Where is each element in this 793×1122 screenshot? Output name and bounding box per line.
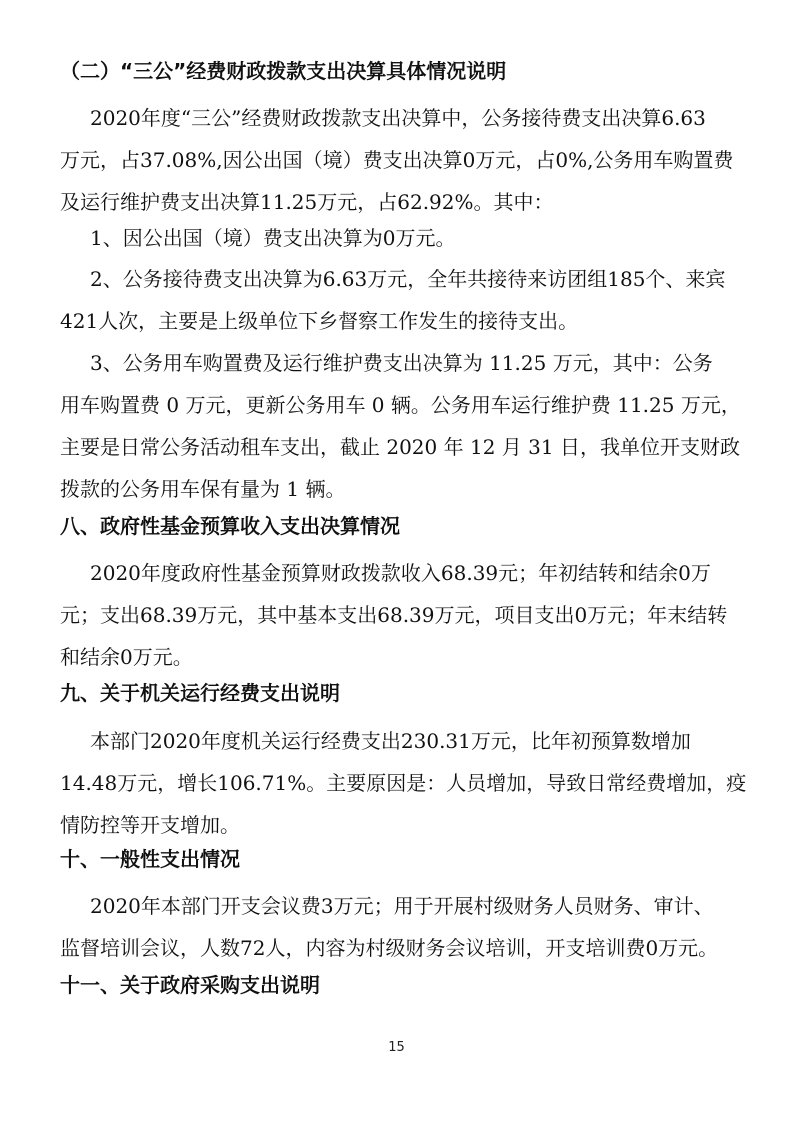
section-2-heading: （二）“三公”经费财政拨款支出决算具体情况说明 [60,59,507,83]
section-11-heading: 十一、关于政府采购支出说明 [60,973,320,997]
text-line: 情防控等开支增加。 [60,813,240,837]
text-line: 14.48万元，增长106.71%。主要原因是：人员增加，导致日常经费增加，疫 [60,771,747,795]
page-number: 15 [388,1040,405,1055]
text-line: 2020年度“三公”经费财政拨款支出决算中，公务接待费支出决算6.63 [90,106,706,130]
text-line: 监督培训会议，人数72人，内容为村级财务会议培训，开支培训费0万元。 [60,936,719,960]
section-9-heading: 九、关于机关运行经费支出说明 [60,681,340,705]
text-line: 2020年度政府性基金预算财政拨款收入68.39元；年初结转和结余0万 [90,561,711,585]
text-line: 拨款的公务用车保有量为 1 辆。 [60,477,346,501]
text-line: 本部门2020年度机关运行经费支出230.31万元，比年初预算数增加 [90,729,691,753]
text-line: 及运行维护费支出决算11.25万元，占62.92%。其中： [60,190,554,214]
text-line: 主要是日常公务活动租车支出，截止 2020 年 12 月 31 日，我单位开支财政 [60,435,740,459]
text-line: 万元，占37.08%,因公出国（境）费支出决算0万元，占0%,公务用车购置费 [60,148,734,172]
text-line: 1、因公出国（境）费支出决算为0万元。 [90,226,456,250]
section-10-heading: 十、一般性支出情况 [60,847,240,871]
section-10-paragraph [60,885,740,969]
text-line: 用车购置费 0 万元，更新公务用车 0 辆。公务用车运行维护费 11.25 万元， [60,393,741,417]
text-line: 3、公务用车购置费及运行维护费支出决算为 11.25 万元，其中：公务 [90,351,713,375]
text-line: 元；支出68.39万元，其中基本支出68.39万元，项目支出0万元；年末结转 [60,603,728,627]
section-8-paragraph [60,552,740,678]
section-2-intro-paragraph [60,97,740,223]
text-line: 和结余0万元。 [60,645,193,669]
section-2-item-1 [60,217,740,259]
text-line: 421人次，主要是上级单位下乡督察工作发生的接待支出。 [60,309,579,333]
section-2-item-3 [60,342,740,510]
section-9-paragraph [60,720,747,846]
text-line: 2、公务接待费支出决算为6.63万元，全年共接待来访团组185个、来宾 [90,267,726,291]
text-line: 2020年本部门开支会议费3万元；用于开展村级财务人员财务、审计、 [90,894,714,918]
section-8-heading: 八、政府性基金预算收入支出决算情况 [60,514,400,538]
section-2-item-2 [60,258,740,342]
